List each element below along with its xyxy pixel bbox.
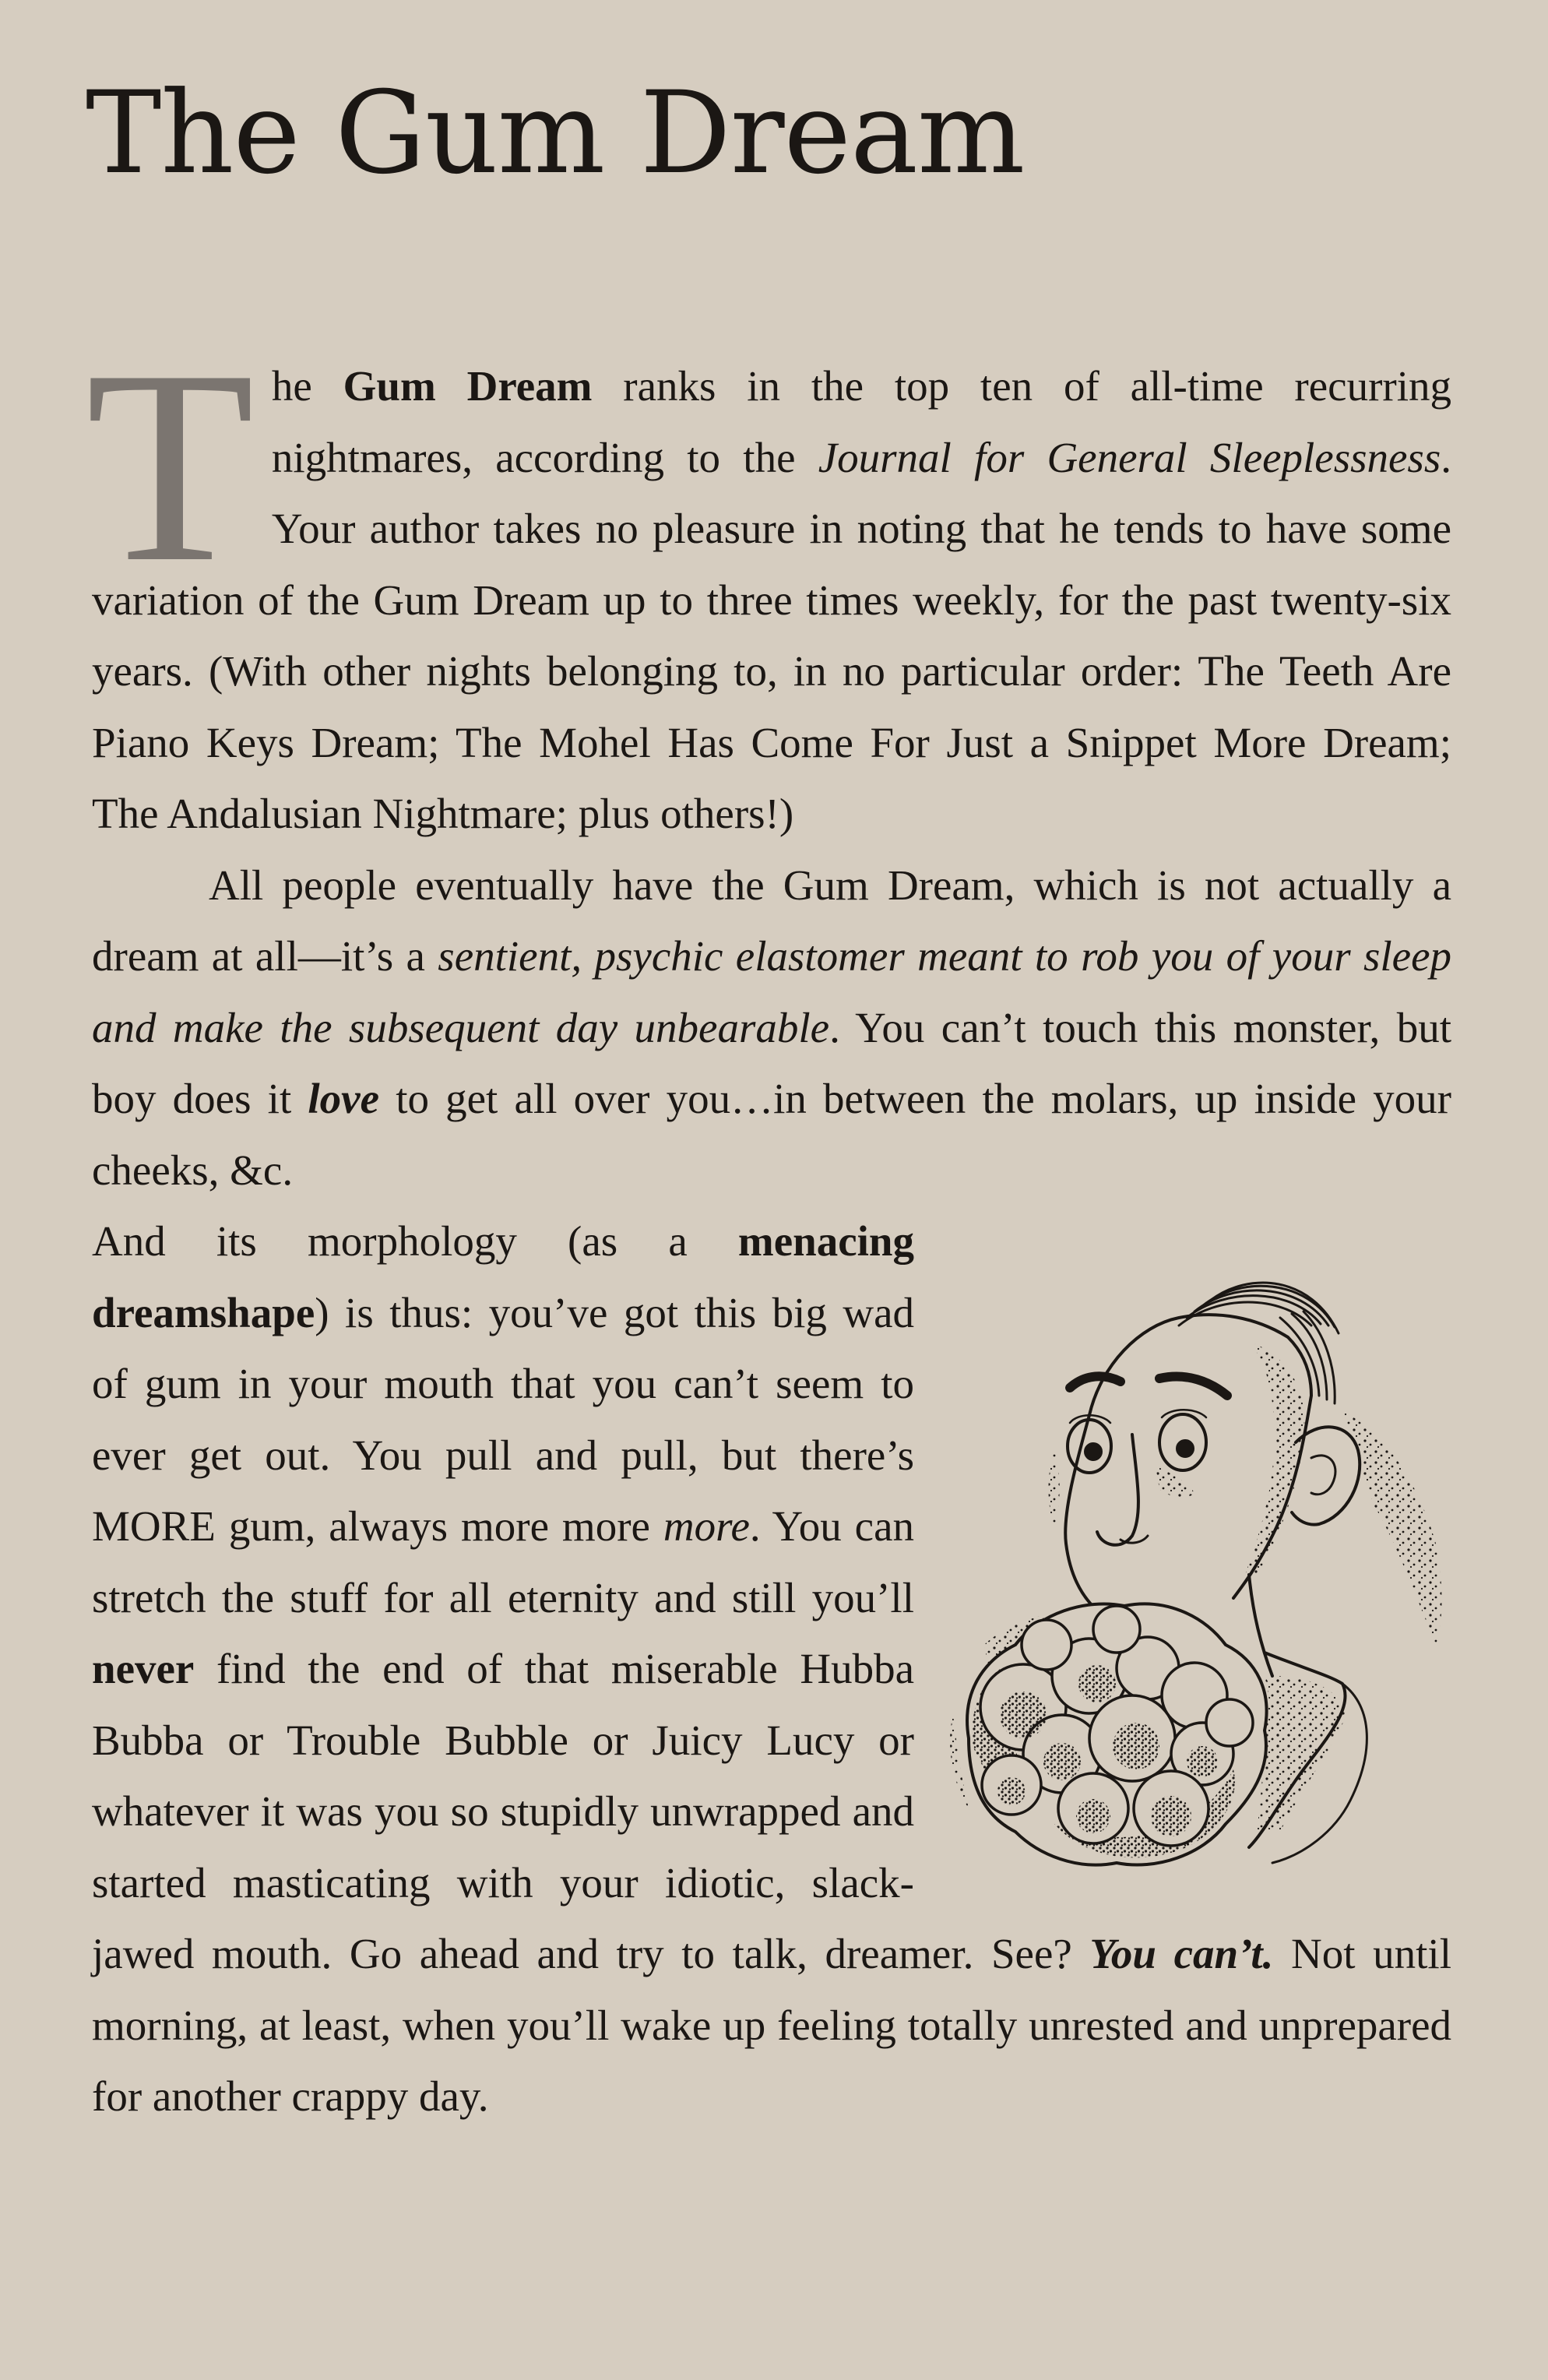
p3-text-4: find the end of that miserable Hubba Bubba or Trouble Bubble or Juicy Lucy or whatever it was you so stupidly unwrapped and started masticating with your idiotic, slack-jawed mouth. Go ahead and try to talk, dreamer. See? bbox=[92, 1645, 1090, 1977]
page-title: The Gum Dream bbox=[86, 67, 1025, 199]
p2-italic-definition: sentient, psychic elastomer meant to rob you of your sleep and make the subsequent day unbearable bbox=[92, 932, 1451, 1051]
gum-dream-term: Gum Dream bbox=[343, 362, 593, 410]
menacing-dreamshape-term: menacing dreamshape bbox=[92, 1217, 914, 1336]
p3-italic-more: more bbox=[663, 1502, 750, 1550]
p2-emphasis-love: love bbox=[308, 1075, 380, 1122]
p3-text-2: ) is thus: you’ve got this big wad of gum in your mouth that you can’t seem to ever get out. You pull and pull, but there’s MORE gum, always more more bbox=[92, 1288, 914, 1550]
p1-text-3: . Your author takes no pleasure in noting that he tends to have some variation of the Gum Dream up to three times weekly, for the past twenty-six years. (With other nights belonging to, in no particular order: The Teeth Are Piano Keys Dream; The Mohel Has Come For Just a Snippet More Dream; The Andalusian Nightmare; plus others!) bbox=[92, 433, 1451, 837]
p1-text-2: ranks in the top ten of all-time recurring nightmares, according to the bbox=[271, 362, 1451, 481]
p3-emphasis-you-cant: You can’t. bbox=[1089, 1930, 1274, 1977]
p2-text-1: All people eventually have the Gum Dream, which is not actually a dream at all—it’s a bbox=[92, 861, 1451, 980]
paragraph-2 bbox=[92, 850, 1451, 1206]
gum-dreamer-illustration bbox=[938, 1209, 1475, 1902]
p3-text-5: Not until morning, at least, when you’ll wake up feeling totally unrested and unprepared for another crappy day. bbox=[92, 1930, 1451, 2120]
gum-dreamer-icon bbox=[938, 1209, 1475, 1902]
journal-title: Journal for General Sleeplessness bbox=[818, 433, 1441, 481]
drop-cap: T bbox=[86, 313, 255, 619]
article-body bbox=[86, 313, 1451, 2132]
p1-text-1: he bbox=[271, 362, 343, 410]
p2-text-2: . You can’t touch this monster, but boy does it bbox=[92, 1003, 1451, 1122]
p2-text-3: to get all over you…in between the molars, up inside your cheeks, &c. bbox=[92, 1075, 1451, 1194]
p3-bold-never: never bbox=[92, 1645, 195, 1692]
p3-text-1: And its morphology (as a bbox=[92, 1217, 738, 1265]
p3-text-3: . You can stretch the stuff for all eternity and still you’ll bbox=[92, 1502, 914, 1621]
paragraph-1 bbox=[86, 313, 1451, 850]
